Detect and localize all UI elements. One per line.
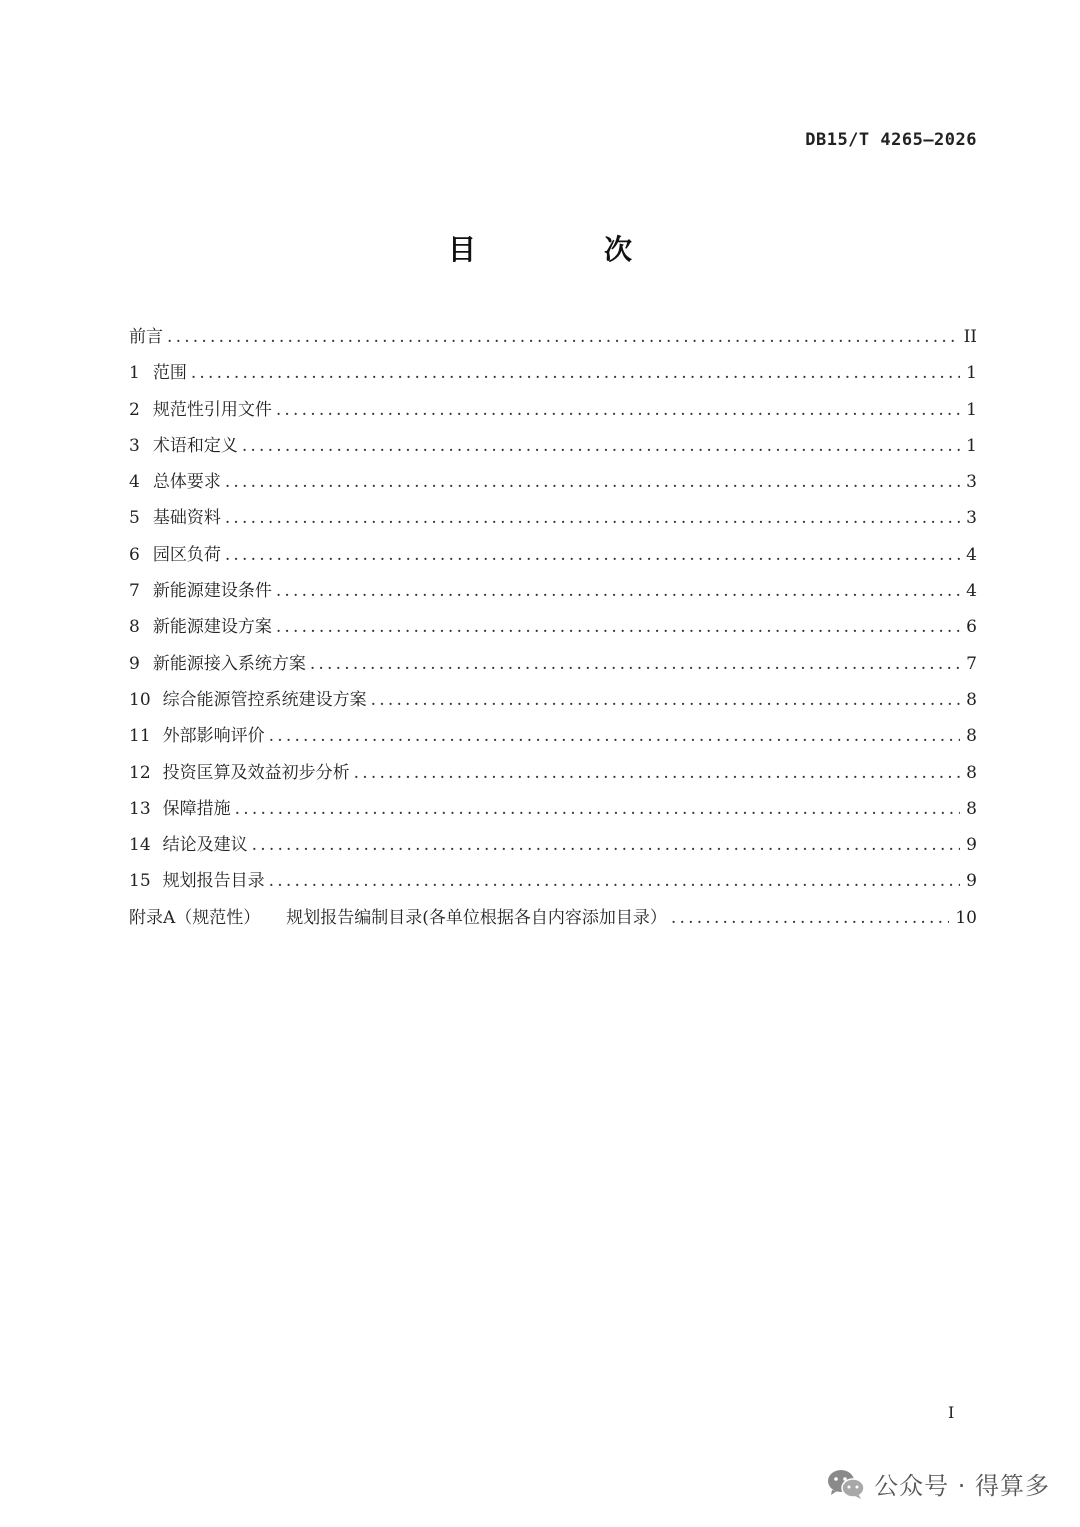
toc-leader-dots: [235, 799, 961, 819]
toc-entry-3[interactable]: [129, 431, 977, 467]
toc-entry-10[interactable]: [129, 685, 977, 721]
toc-leader-dots: [276, 400, 960, 420]
toc-entry-11[interactable]: [129, 721, 977, 757]
toc-leader-dots: [269, 871, 961, 891]
toc-entry-title: 规范性引用文件: [152, 399, 272, 420]
document-code: DB15/T 4265—2026: [805, 130, 977, 150]
toc-entry-4[interactable]: [129, 467, 977, 503]
toc-entry-page: 9: [966, 835, 977, 856]
toc-entry-number: 14: [129, 835, 151, 856]
toc-leader-dots: [191, 363, 960, 383]
toc-entry-15[interactable]: [129, 866, 977, 902]
toc-leader-dots: [225, 472, 960, 492]
toc-entry-number: 5: [129, 508, 140, 529]
toc-entry-page: II: [963, 327, 977, 347]
toc-entry-page: 9: [966, 871, 977, 892]
toc-entry-page: 1: [966, 435, 977, 456]
toc-entry-page: 4: [966, 581, 977, 602]
toc-entry-number: 8: [129, 617, 140, 638]
toc-entry-title: 园区负荷: [152, 544, 221, 565]
toc-entry-page: 8: [966, 798, 977, 819]
toc-entry-6[interactable]: [129, 540, 977, 576]
table-of-contents: [129, 322, 977, 939]
toc-leader-dots: [269, 726, 961, 746]
toc-entry-title: 范围: [152, 363, 187, 384]
toc-entry-page: 1: [966, 363, 977, 384]
toc-entry-page: 8: [966, 726, 977, 747]
toc-entry-title: 综合能源管控系统建设方案: [162, 689, 367, 710]
toc-entry-number: 15: [129, 871, 151, 892]
toc-entry-number: 6: [129, 544, 140, 565]
toc-entry-title: 新能源建设方案: [152, 617, 272, 638]
toc-entry-page: 7: [966, 653, 977, 674]
toc-entry-page: 8: [966, 689, 977, 710]
toc-entry-number: 2: [129, 399, 140, 420]
toc-entry-1[interactable]: [129, 358, 977, 394]
toc-entry-title: 新能源接入系统方案: [152, 653, 306, 674]
toc-entry-number: 7: [129, 581, 140, 602]
watermark: [826, 1466, 1050, 1501]
toc-entry-number: 附录A（规范性）: [129, 907, 261, 928]
toc-leader-dots: [310, 654, 960, 674]
toc-entry-page: 8: [966, 762, 977, 783]
toc-leader-dots: [276, 581, 960, 601]
toc-entry-title: 规划报告目录: [162, 871, 265, 892]
toc-entry-page: 10: [955, 907, 977, 928]
page-number: I: [948, 1403, 955, 1422]
toc-leader-dots: [225, 508, 960, 528]
toc-entry-12[interactable]: [129, 758, 977, 794]
toc-entry-title: 总体要求: [152, 472, 221, 493]
toc-entry-14[interactable]: [129, 830, 977, 866]
toc-entry-page: 3: [966, 472, 977, 493]
watermark-text: 公众号 · 得算多: [874, 1472, 1050, 1500]
toc-entry-5[interactable]: [129, 503, 977, 539]
toc-entry-title: 投资匡算及效益初步分析: [162, 762, 350, 783]
toc-entry-foreword[interactable]: [129, 322, 977, 358]
toc-entry-number: 1: [129, 363, 140, 384]
toc-entry-title: 保障措施: [162, 798, 231, 819]
toc-entry-page: 6: [966, 617, 977, 638]
toc-entry-9[interactable]: [129, 649, 977, 685]
toc-entry-title: 前言: [129, 327, 163, 347]
toc-leader-dots: [354, 763, 961, 783]
toc-entry-title: 术语和定义: [152, 435, 238, 456]
toc-entry-page: 1: [966, 399, 977, 420]
toc-entry-number: 3: [129, 435, 140, 456]
toc-entry-title: 结论及建议: [162, 835, 248, 856]
toc-entry-number: 4: [129, 472, 140, 493]
toc-entry-title: 外部影响评价: [162, 726, 265, 747]
toc-entry-page: 4: [966, 544, 977, 565]
toc-leader-dots: [252, 835, 961, 855]
toc-entry-title: 规划报告编制目录(各单位根据各自内容添加目录）: [286, 907, 667, 928]
toc-entry-13[interactable]: [129, 794, 977, 830]
toc-entry-title: 基础资料: [152, 508, 221, 529]
toc-leader-dots: [671, 908, 949, 928]
toc-entry-2[interactable]: [129, 395, 977, 431]
toc-leader-dots: [167, 327, 958, 347]
toc-entry-number: 10: [129, 689, 151, 710]
toc-entry-number: 9: [129, 653, 140, 674]
toc-entry-page: 3: [966, 508, 977, 529]
toc-leader-dots: [371, 690, 961, 710]
toc-entry-appendix-a[interactable]: [129, 903, 977, 939]
wechat-icon: [826, 1468, 866, 1500]
toc-entry-number: 13: [129, 798, 151, 819]
toc-leader-dots: [225, 545, 960, 565]
toc-leader-dots: [242, 436, 960, 456]
toc-entry-number: 12: [129, 762, 151, 783]
toc-entry-8[interactable]: [129, 612, 977, 648]
toc-heading: 目 次: [447, 233, 682, 266]
toc-entry-7[interactable]: [129, 576, 977, 612]
toc-entry-title: 新能源建设条件: [152, 581, 272, 602]
toc-entry-number: 11: [129, 726, 151, 747]
toc-leader-dots: [276, 617, 960, 637]
